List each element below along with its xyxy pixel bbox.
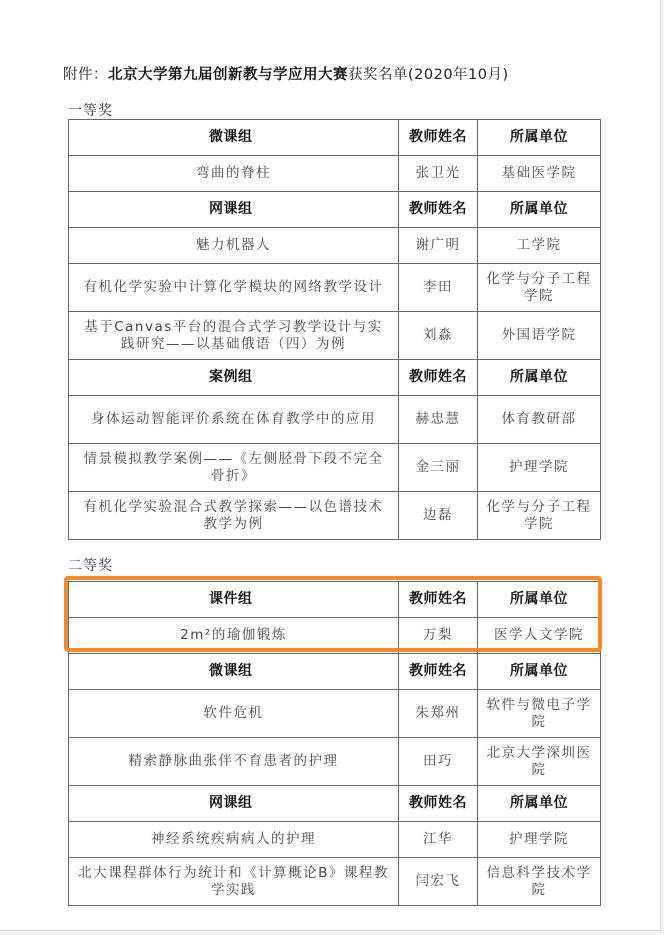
title-main: 北京大学第九届创新教与学应用大赛 [108, 67, 348, 83]
teacher-name-cell: 边磊 [399, 492, 478, 540]
group-name-header: 微课组 [69, 654, 399, 690]
table-row [69, 690, 601, 738]
group-name-header: 微课组 [69, 120, 399, 156]
group-name-header: 网课组 [69, 192, 399, 228]
award-table-body [69, 582, 601, 906]
award-title-cell: 情景模拟教学案例——《左侧胫骨下段不完全骨折》 [69, 444, 399, 492]
award-table [68, 581, 601, 906]
teacher-name-cell: 万梨 [399, 618, 478, 654]
unit-column-header: 所属单位 [478, 120, 601, 156]
teacher-column-header: 教师姓名 [399, 120, 478, 156]
teacher-name-cell: 江华 [399, 822, 478, 858]
unit-column-header: 所属单位 [478, 654, 601, 690]
award-title-cell: 神经系统疾病病人的护理 [69, 822, 399, 858]
teacher-name-cell: 张卫光 [399, 156, 478, 192]
teacher-column-header: 教师姓名 [399, 582, 478, 618]
teacher-name-cell: 朱郑州 [399, 690, 478, 738]
group-name-header: 案例组 [69, 360, 399, 396]
group-header-row [69, 582, 601, 618]
unit-name-cell: 北京大学深圳医院 [478, 738, 601, 786]
unit-name-cell: 信息科学技术学院 [478, 858, 601, 906]
teacher-name-cell: 田巧 [399, 738, 478, 786]
group-name-header: 课件组 [69, 582, 399, 618]
document-title [63, 63, 623, 84]
award-title-cell: 2m²的瑜伽锻炼 [69, 618, 399, 654]
teacher-name-cell: 刘淼 [399, 312, 478, 360]
group-header-row [69, 786, 601, 822]
award-title-cell: 弯曲的脊柱 [69, 156, 399, 192]
unit-name-cell: 软件与微电子学院 [478, 690, 601, 738]
teacher-name-cell: 谢广明 [399, 228, 478, 264]
group-header-row [69, 360, 601, 396]
group-header-row [69, 120, 601, 156]
group-header-row [69, 192, 601, 228]
award-title-cell: 基于Canvas平台的混合式学习教学设计与实践研究——以基础俄语（四）为例 [69, 312, 399, 360]
table-row [69, 492, 601, 540]
unit-name-cell: 体育教研部 [478, 396, 601, 444]
award-title-cell: 有机化学实验混合式教学探索——以色谱技术教学为例 [69, 492, 399, 540]
title-prefix: 附件： [63, 67, 108, 83]
award-title-cell: 有机化学实验中计算化学模块的网络教学设计 [69, 264, 399, 312]
award-table [68, 119, 601, 540]
unit-column-header: 所属单位 [478, 192, 601, 228]
table-row [69, 156, 601, 192]
unit-name-cell: 化学与分子工程学院 [478, 492, 601, 540]
group-header-row [69, 654, 601, 690]
unit-name-cell: 护理学院 [478, 822, 601, 858]
teacher-column-header: 教师姓名 [399, 360, 478, 396]
table-row [69, 738, 601, 786]
award-level-label: 一等奖 [68, 103, 113, 119]
table-row [69, 264, 601, 312]
unit-column-header: 所属单位 [478, 360, 601, 396]
unit-name-cell: 护理学院 [478, 444, 601, 492]
award-title-cell: 精索静脉曲张伴不育患者的护理 [69, 738, 399, 786]
unit-name-cell: 工学院 [478, 228, 601, 264]
award-title-cell: 身体运动智能评价系统在体育教学中的应用 [69, 396, 399, 444]
award-title-cell: 北大课程群体行为统计和《计算概论B》课程教学实践 [69, 858, 399, 906]
group-name-header: 网课组 [69, 786, 399, 822]
award-title-cell: 魅力机器人 [69, 228, 399, 264]
unit-name-cell: 外国语学院 [478, 312, 601, 360]
unit-name-cell: 化学与分子工程学院 [478, 264, 601, 312]
unit-name-cell: 医学人文学院 [478, 618, 601, 654]
teacher-column-header: 教师姓名 [399, 192, 478, 228]
unit-column-header: 所属单位 [478, 786, 601, 822]
table-row [69, 618, 601, 654]
teacher-name-cell: 李田 [399, 264, 478, 312]
teacher-column-header: 教师姓名 [399, 786, 478, 822]
table-row [69, 822, 601, 858]
table-row [69, 444, 601, 492]
table-row [69, 312, 601, 360]
title-suffix: 获奖名单(2020年10月) [348, 67, 509, 83]
teacher-name-cell: 赫忠慧 [399, 396, 478, 444]
award-level-label: 二等奖 [68, 558, 113, 574]
teacher-name-cell: 闫宏飞 [399, 858, 478, 906]
unit-column-header: 所属单位 [478, 582, 601, 618]
teacher-column-header: 教师姓名 [399, 654, 478, 690]
award-title-cell: 软件危机 [69, 690, 399, 738]
table-row [69, 396, 601, 444]
table-row [69, 228, 601, 264]
unit-name-cell: 基础医学院 [478, 156, 601, 192]
award-table-body [69, 120, 601, 540]
teacher-name-cell: 金三丽 [399, 444, 478, 492]
table-row [69, 858, 601, 906]
